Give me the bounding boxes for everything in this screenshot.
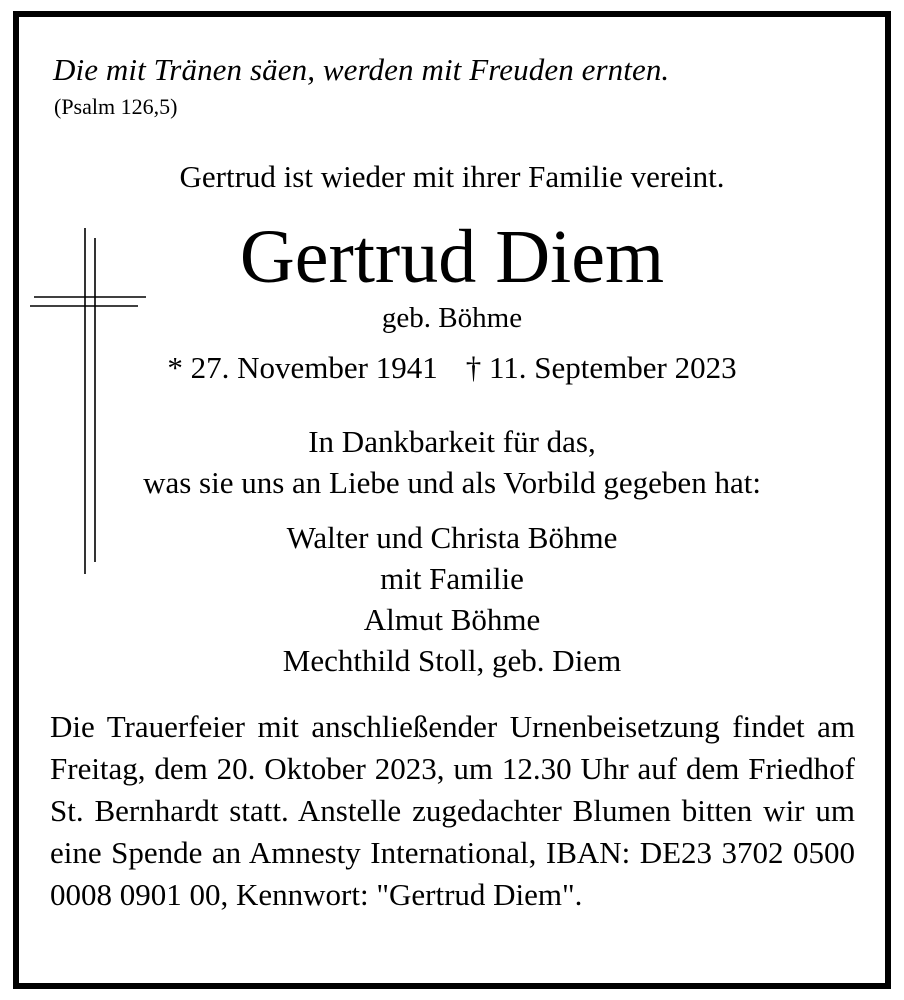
motto-source: (Psalm 126,5) <box>54 94 178 119</box>
motto-quote: Die mit Tränen säen, werden mit Freuden ernten. <box>53 52 670 87</box>
death-date: † 11. September 2023 <box>465 350 737 385</box>
mourner-line: Walter und Christa Böhme <box>286 520 618 555</box>
birth-date: * 27. November 1941 <box>167 350 438 385</box>
intro-line: Gertrud ist wieder mit ihrer Familie vereint. <box>179 159 725 194</box>
thanks-line-2: was sie uns an Liebe und als Vorbild gegeben hat: <box>143 465 761 500</box>
thanks-line-1: In Dankbarkeit für das, <box>308 424 596 459</box>
mourner-line: Almut Böhme <box>363 602 541 637</box>
mourners-list <box>0 517 904 681</box>
funeral-notice: Die Trauerfeier mit anschließender Urnenbeisetzung findet am Freitag, dem 20. Oktober 2023, um 12.30 Uhr auf dem Friedhof St. Bernhardt statt. Anstelle zugedachter Blumen bitten wir um eine Spende an Amnesty International, IBAN: DE23 3702 0500 0008 0901 00, Kennwort: "Gertrud Diem". <box>50 709 855 912</box>
mourner-line: mit Familie <box>380 561 524 596</box>
maiden-name: geb. Böhme <box>381 302 523 334</box>
deceased-name: Gertrud Diem <box>239 215 665 299</box>
life-dates <box>0 350 904 386</box>
mourner-line: Mechthild Stoll, geb. Diem <box>282 643 622 678</box>
